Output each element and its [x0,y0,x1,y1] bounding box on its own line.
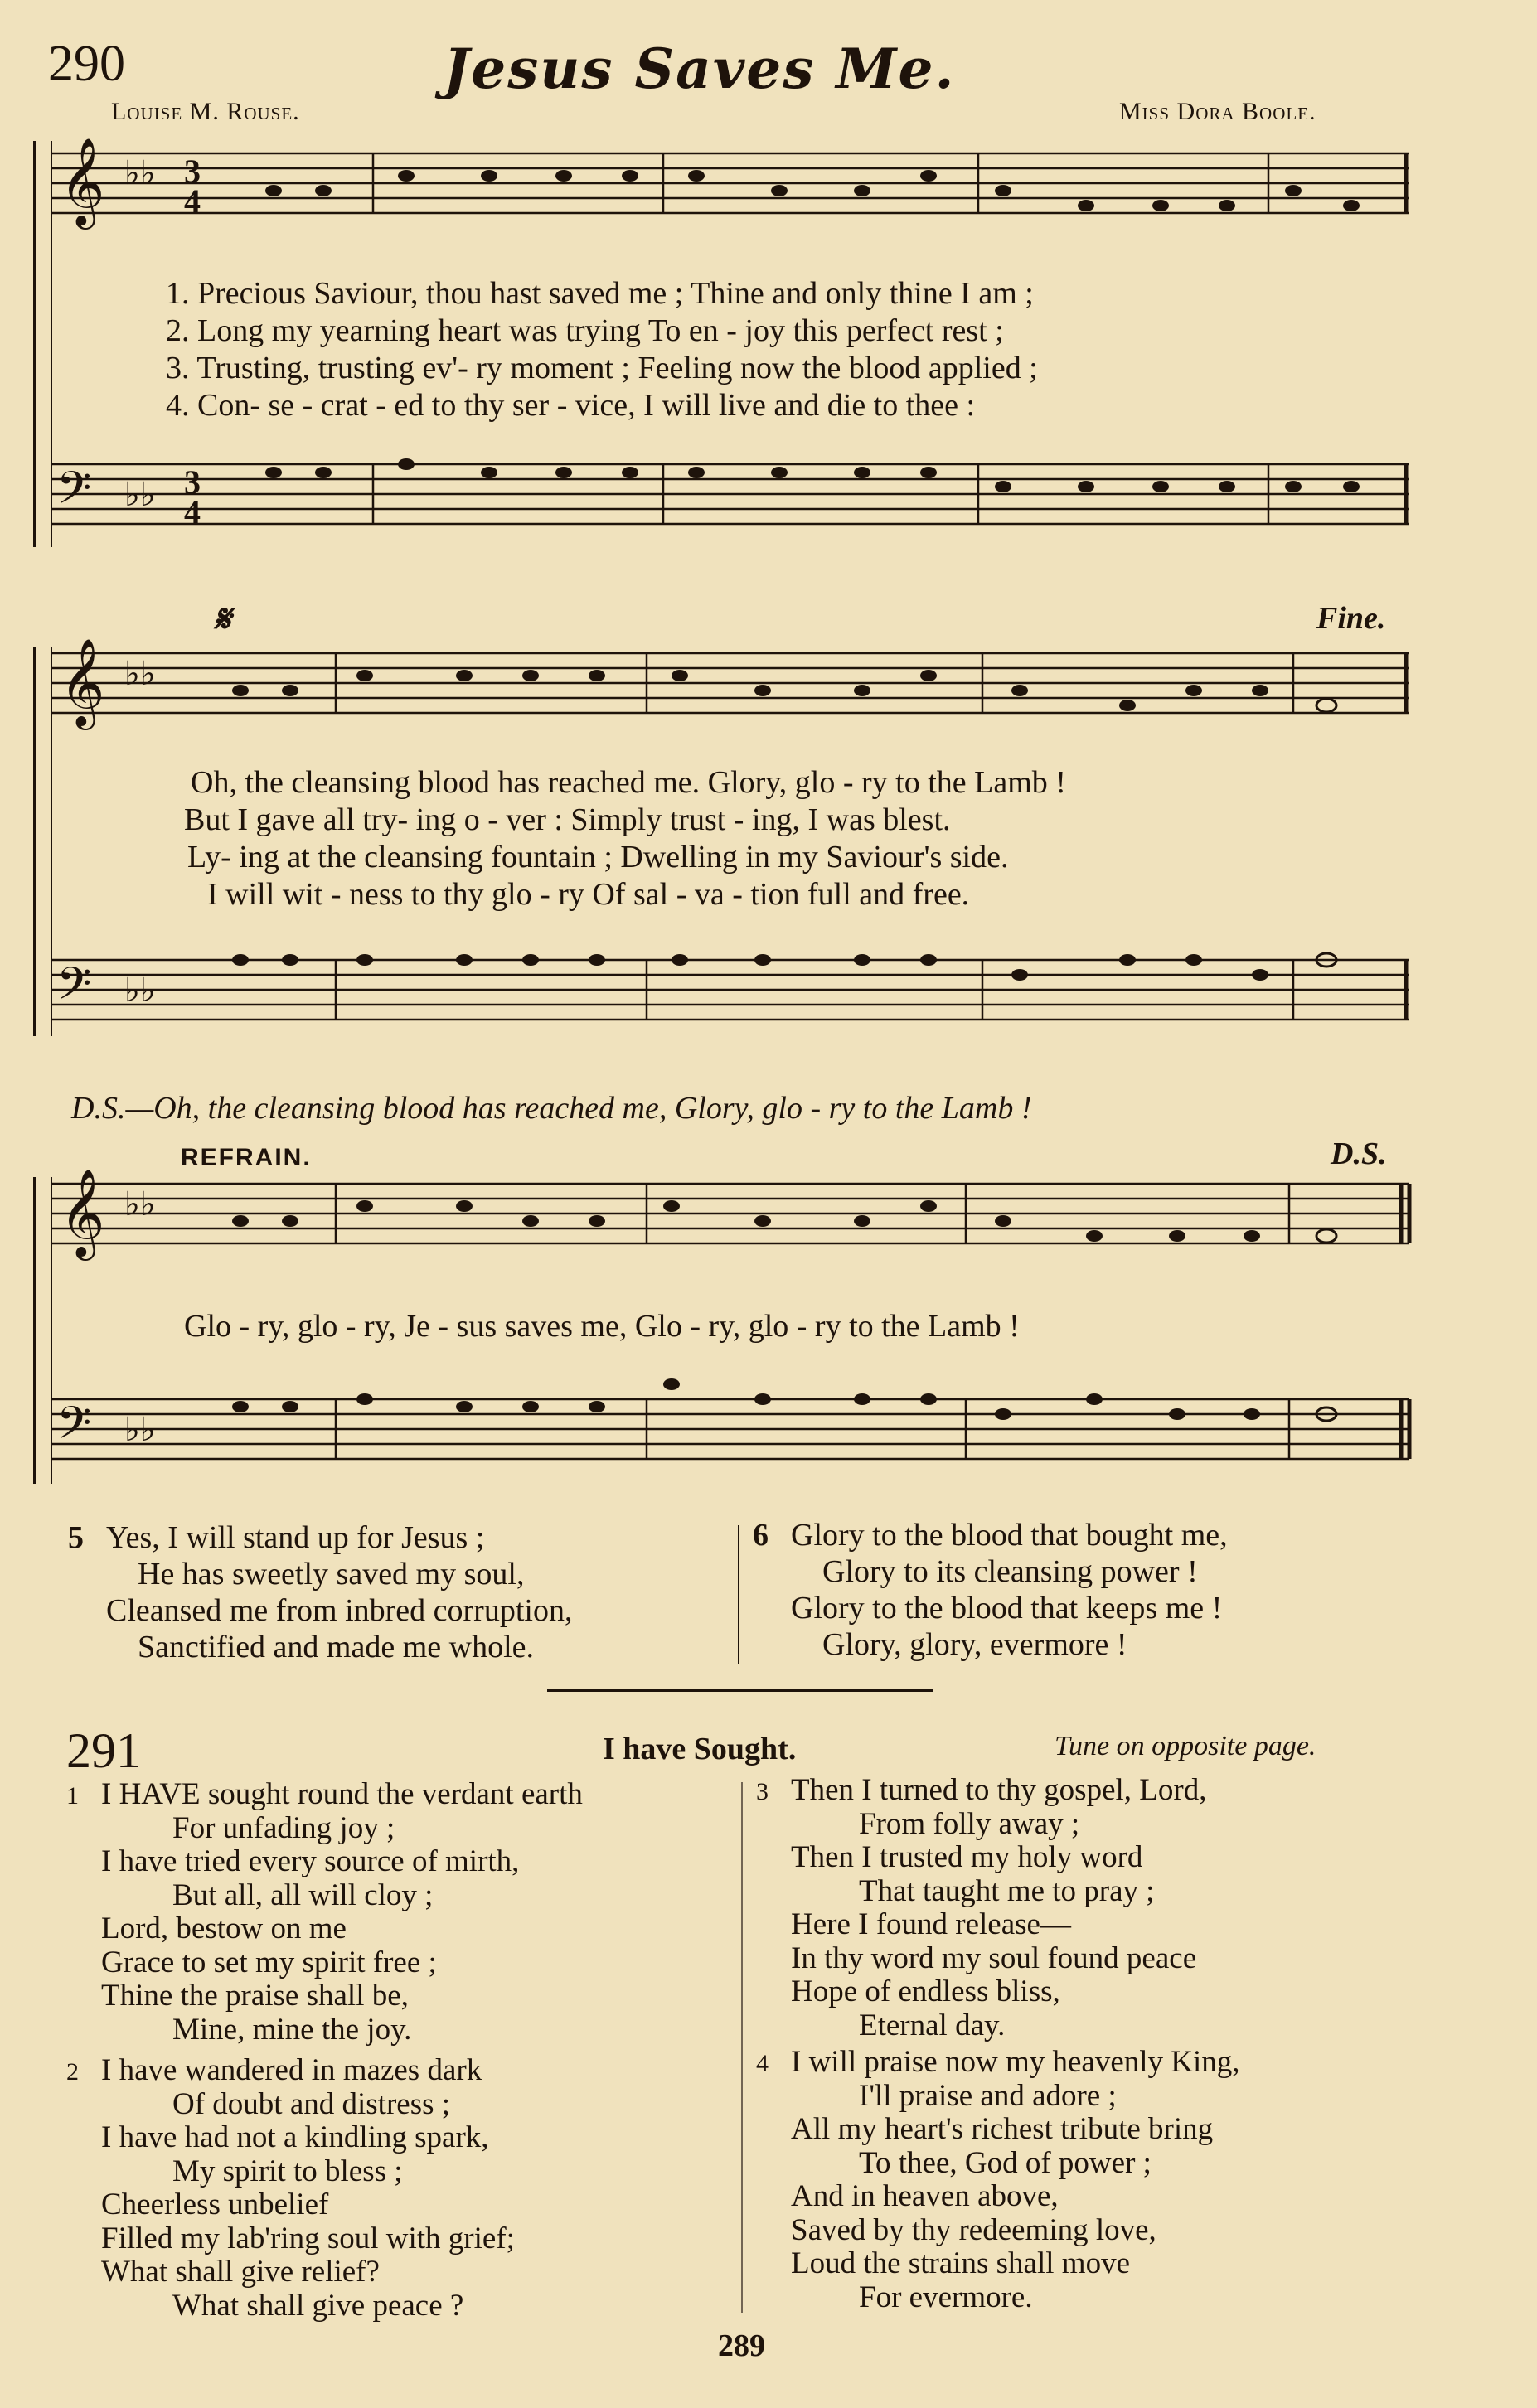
treble-staff-1 [51,153,1409,213]
svg-text:3: 3 [184,153,201,190]
stanza-1: 1 I HAVE sought round the verdant earth For unfading joy ; I have tried every source of mirth, But all, all will cloy ; Lord, bestow on me Grace to set my spirit free ; Thine the praise shall be, Mine, mine the joy. [66,1777,583,2047]
author-credit: Louise M. Rouse. [111,98,300,125]
verse-line-3: 3. Trusting, trusting ev'- ry moment ; Feeling now the blood applied ; [166,351,1038,385]
stanza-3: 3 Then I turned to thy gospel, Lord, From folly away ; Then I trusted my holy word That taught me to pray ; Here I found release— In thy word my soul found peace Hope of endless bliss, Eternal day. [756,1773,1207,2042]
chorus-line-4: I will wit - ness to thy glo - ry Of sal - va - tion full and free. [207,877,970,912]
svg-text:♭♭: ♭♭ [124,1411,156,1448]
svg-text:4: 4 [184,493,201,531]
stanza-2: 2 I have wandered in mazes dark Of doubt and distress ; I have had not a kindling spark, My spirit to bless ; Cheerless unbelief Filled my lab'ring soul with grief; What shall give relief? What shall give peace ? [66,2053,515,2323]
composer-credit: Miss Dora Boole. [1119,98,1316,125]
treble-clef-icon: 𝄞 [60,137,105,225]
verse-line-1: 1. Precious Saviour, thou hast saved me ; Thine and only thine I am ; [166,276,1034,311]
chorus-line-2: But I gave all try- ing o - ver : Simply trust - ing, I was blest. [184,802,951,837]
verse-divider [738,1525,739,1664]
chorus-line-1: Oh, the cleansing blood has reached me. Glory, glo - ry to the Lamb ! [191,765,1066,800]
svg-text:♭♭: ♭♭ [124,476,156,513]
hymn-number-291: 291 [66,1723,141,1778]
svg-text:♭♭: ♭♭ [124,655,156,692]
hymn-title: Jesus Saves Me. [444,36,956,101]
svg-text:𝄞: 𝄞 [60,1168,105,1257]
svg-text:𝄢: 𝄢 [56,1397,92,1461]
verse-line-2: 2. Long my yearning heart was trying To en - joy this perfect rest ; [166,313,1004,348]
segno-sign: 𝄋 [214,598,230,640]
ds-mark: D.S. [1331,1136,1387,1171]
section-divider [547,1689,933,1692]
refrain-lyrics: Glo - ry, glo - ry, Je - sus saves me, Glo - ry, glo - ry to the Lamb ! [184,1309,1020,1344]
refrain-label: REFRAIN. [181,1144,312,1171]
hymn-number: 290 [48,36,125,92]
chorus-line-3: Ly- ing at the cleansing fountain ; Dwelling in my Saviour's side. [187,840,1009,875]
svg-text:♭♭: ♭♭ [124,971,156,1009]
column-divider [741,1782,743,2313]
verse-5-number: 5 [68,1520,84,1555]
svg-text:♭♭: ♭♭ [124,154,156,191]
svg-text:𝄞: 𝄞 [60,637,105,726]
page-number: 289 [718,2328,765,2363]
svg-text:♭♭: ♭♭ [124,1185,156,1223]
hymn-title-291: I have Sought. [603,1732,797,1766]
stanza-4: 4 I will praise now my heavenly King, I'll praise and adore ; All my heart's richest tribute bring To thee, God of power ; And in heaven above, Saved by thy redeeming love, Loud the strains shall move For evermore. [756,2045,1240,2314]
svg-text:4: 4 [184,182,201,220]
verse-5: 5 Yes, I will stand up for Jesus ; He has sweetly saved my soul, Cleansed me from inbred corruption, Sanctified and made me whole. [68,1520,573,1664]
verse-6: 6 Glory to the blood that bought me, Glory to its cleansing power ! Glory to the blood that keeps me ! Glory, glory, evermore ! [753,1518,1228,1662]
bass-clef-icon: 𝄢 [56,462,92,526]
ds-line: D.S.—Oh, the cleansing blood has reached me, Glory, glo - ry to the Lamb ! [71,1091,1032,1126]
bass-staff-1 [51,464,1409,524]
tune-note: Tune on opposite page. [1055,1731,1316,1761]
verse-line-4: 4. Con- se - crat - ed to thy ser - vice, I will live and die to thee : [166,388,976,423]
svg-text:3: 3 [184,463,201,501]
fine-mark: Fine. [1316,601,1386,636]
verse-6-number: 6 [753,1518,768,1553]
svg-text:𝄢: 𝄢 [56,957,92,1021]
